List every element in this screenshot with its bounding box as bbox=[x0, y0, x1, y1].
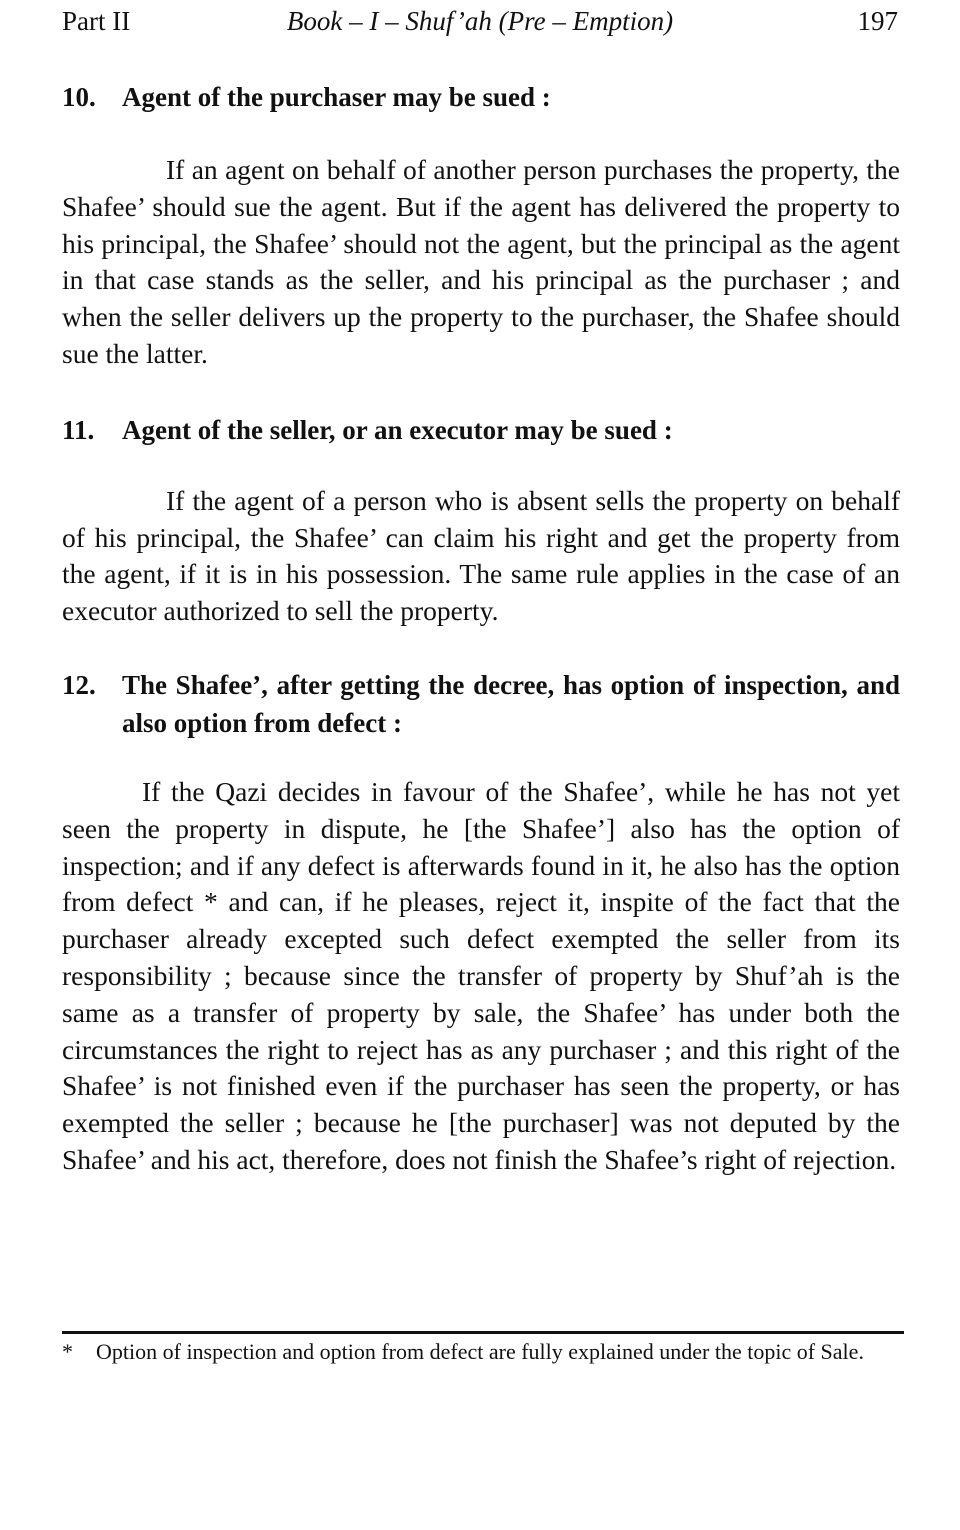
page-number: 197 bbox=[857, 6, 898, 36]
section-body-12: If the Qazi decides in favour of the Shafee’, while he has not yet seen the property in dispute, he [the Shafee’] also has the option of inspection; and if any defect is afterwards found in it, he also has the option from defect * and can, if he pleases, reject it, inspite of the fact that the purchaser already excepted such defect exempted the seller from its responsibility ; because since the transfer of property by Shuf’ah is the same as a transfer of property by sale, the Shafee’ has under both the circumstances the right to reject has as any purchaser ; and this right of the Shafee’ is not finished even if the purchaser has seen the property, or has exempted the seller ; because he [the purchaser] was not deputed by the Shafee’ and his act, therefore, does not finish the Shafee’s right of rejection. bbox=[62, 775, 900, 1175]
running-header bbox=[62, 6, 898, 42]
section-title: The Shafee’, after getting the decree, has option of inspection, and also option from defect : bbox=[122, 669, 900, 738]
section-number: 10. bbox=[62, 82, 96, 112]
footnote-divider bbox=[62, 1331, 904, 1334]
part-label: Part II bbox=[62, 6, 131, 36]
footnote bbox=[62, 1336, 900, 1368]
section-title: Agent of the purchaser may be sued : bbox=[122, 82, 551, 112]
footnote-mark: * bbox=[62, 1339, 73, 1364]
page-content bbox=[62, 78, 900, 1179]
section-body-10: If an agent on behalf of another person purchases the property, the Shafee’ should sue the agent. But if the agent has delivered the property to his principal, the Shafee’ should not the agent, but the principal as the agent in that case stands as the seller, and his principal as the purchaser ; and when the seller delivers up the property to the purchaser, the Shafee should sue the latter. bbox=[62, 154, 900, 369]
section-title: Agent of the seller, or an executor may be sued : bbox=[122, 414, 673, 445]
section-number: 12. bbox=[62, 669, 96, 700]
footnote-text: Option of inspection and option from defect are fully explained under the topic of Sale. bbox=[96, 1339, 864, 1364]
section-body-11: If the agent of a person who is absent sells the property on behalf of his principal, the Shafee’ can claim his right and get the property from the agent, if it is in his possession. The same rule applies in the case of an executor authorized to sell the property. bbox=[62, 484, 900, 627]
section-heading-11 bbox=[62, 411, 900, 449]
book-title: Book – I – Shuf’ah (Pre – Emption) bbox=[286, 6, 674, 36]
section-heading-12 bbox=[62, 666, 900, 742]
section-heading-10 bbox=[62, 78, 900, 116]
section-number: 11. bbox=[62, 414, 95, 445]
